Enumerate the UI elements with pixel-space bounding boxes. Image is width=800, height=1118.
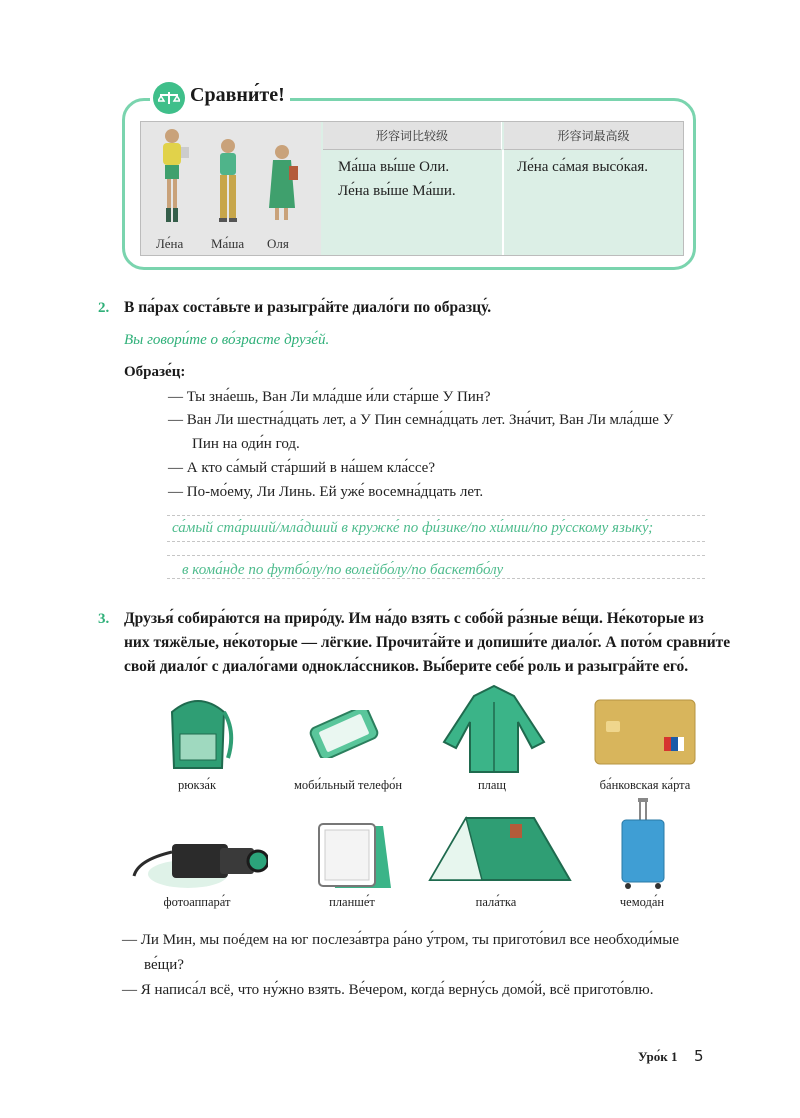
- item-label-tablet: планше́т: [329, 895, 375, 909]
- dotted-line: [167, 515, 705, 516]
- comparative-line: Ма́ша вы́ше Оли.: [338, 159, 450, 175]
- task2-number: 2.: [98, 300, 110, 316]
- compare-scale-icon: [153, 82, 185, 114]
- dialogue-line: — По-мо́ему, Ли Линь. Ей уже́ восемна́дцать лет.: [168, 484, 484, 500]
- bank-card-image: [594, 699, 696, 770]
- camera-image: [128, 826, 268, 897]
- dotted-line: [167, 555, 705, 556]
- item-label-bank-card: ба́нковская ка́рта: [599, 778, 691, 792]
- variant-line: са́мый ста́рший/мла́дший в кружке́ по фи́зике/по хи́мии/по ру́сскому языку́;: [172, 520, 654, 536]
- item-label-suitcase: чемода́н: [619, 895, 665, 909]
- task3-instruction-line: Друзья́ собира́ются на приро́ду. Им на́до взять с собо́й ра́зные ве́щи. Не́которые из: [124, 610, 704, 627]
- sample-label: Образе́ц:: [124, 364, 186, 380]
- task2-subtitle: Вы говори́те о во́зрасте друзе́й.: [124, 332, 330, 348]
- task3-dialogue-line: ве́щи?: [144, 957, 184, 973]
- raincoat-image: [438, 682, 550, 779]
- task3-instruction-line: них тяжёлые, не́которые — лёгкие. Прочита́йте и допиши́те диало́г. А пото́м сравни́те: [124, 634, 731, 651]
- variant-line: в кома́нде по футбо́лу/по волейбо́лу/по баскетбо́лу: [182, 562, 504, 578]
- dialogue-line: — Ты зна́ешь, Ван Ли мла́дше и́ли ста́рше У Пин?: [168, 389, 491, 405]
- item-label-tent: пала́тка: [475, 895, 517, 909]
- task3-number: 3.: [98, 611, 110, 627]
- suitcase-image: [618, 796, 668, 897]
- superlative-line: Ле́на са́мая высо́кая.: [517, 159, 649, 175]
- item-label-raincoat: плащ: [477, 778, 507, 792]
- comparative-line: Ле́на вы́ше Ма́ши.: [338, 183, 456, 199]
- column-divider: [502, 150, 504, 255]
- item-label-camera: фотоаппара́т: [163, 895, 231, 909]
- task3-dialogue-line: — Я написа́л всё, что ну́жно взять. Ве́чером, когда́ верну́сь домо́й, всё пригото́влю.: [122, 982, 654, 998]
- figure-label-olya: Оля: [267, 236, 289, 251]
- item-label-phone: моби́льный телефо́н: [293, 778, 403, 792]
- item-label-backpack: рюкза́к: [177, 778, 217, 792]
- phone-image: [307, 710, 381, 763]
- task3-dialogue-line: — Ли Мин, мы поéдем на юг послеза́втра ра́но у́тром, ты пригото́вил все необходи́мые: [122, 932, 679, 948]
- tent-image: [426, 810, 574, 895]
- task2-instruction: В па́рах соста́вьте и разыгра́йте диало́ги по образцу́.: [124, 299, 492, 316]
- figure-label-lena: Ле́на: [156, 236, 184, 251]
- compare-title: Сравни́те!: [190, 84, 285, 106]
- header-superlative: 形容词最高级: [504, 122, 683, 150]
- page-number: 5: [694, 1047, 704, 1065]
- backpack-image: [158, 692, 238, 779]
- dialogue-line: — Ван Ли шестна́дцать лет, а У Пин семна́дцать лет. Зна́чит, Ван Ли мла́дше У: [168, 412, 674, 428]
- tablet-image: [313, 822, 393, 897]
- dialogue-line: Пин на оди́н год.: [192, 436, 300, 452]
- header-comparative: 形容词比较级: [323, 122, 502, 150]
- figure-label-masha: Ма́ша: [211, 236, 245, 251]
- dotted-line: [167, 541, 705, 542]
- dialogue-line: — А кто са́мый ста́рший в на́шем кла́ссе?: [168, 460, 435, 476]
- lesson-label: Уро́к 1: [638, 1049, 678, 1064]
- task3-instruction-line: свой диало́г с диало́гами однокла́ссников. Вы́берите себе́ роль и разыгра́йте его́.: [124, 658, 689, 675]
